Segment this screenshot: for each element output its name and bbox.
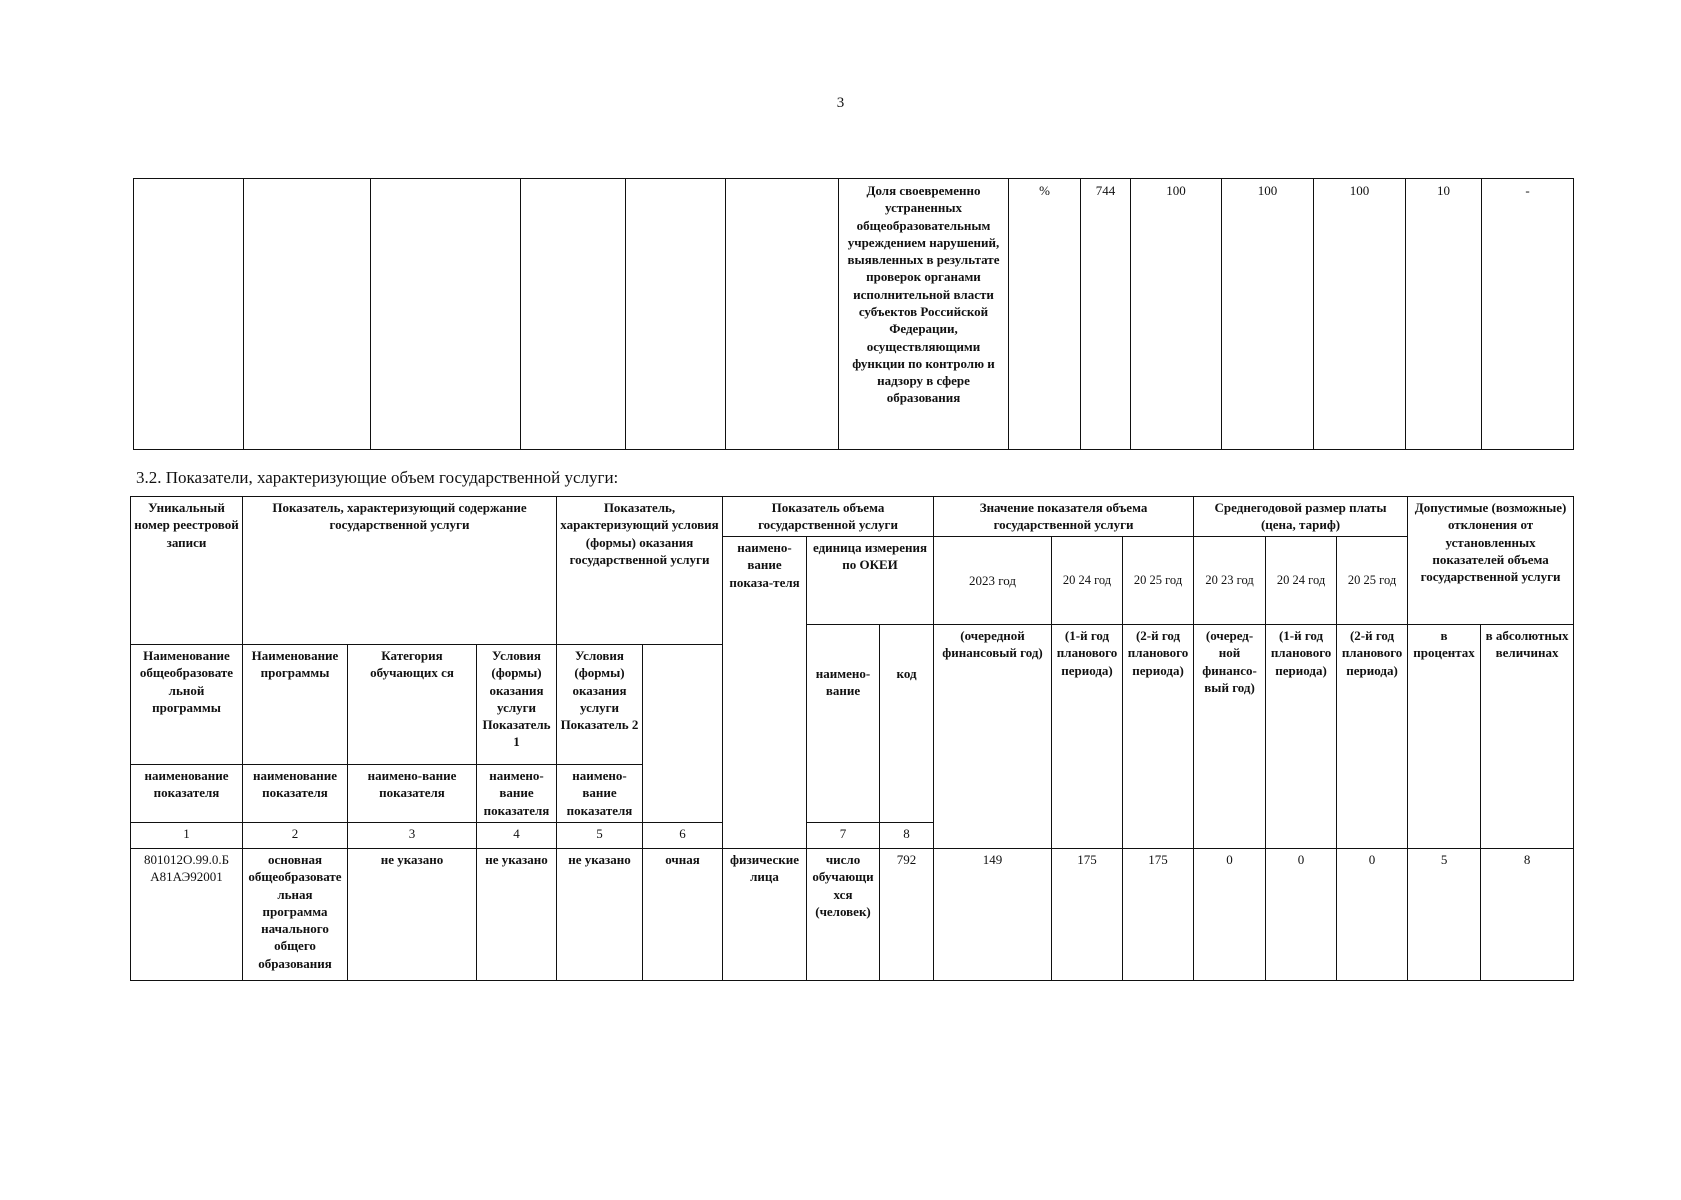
subheader-category: Категория обучающих ся	[348, 645, 477, 765]
row-indicator: физические лица	[723, 849, 807, 981]
row-unique-number: 801012О.99.0.Б А81АЭ92001	[131, 849, 243, 981]
indicator-name-2: наименование показателя	[243, 765, 348, 823]
row-unit-name: число обучающи хся (человек)	[807, 849, 880, 981]
header-average-fee: Среднегодовой размер платы (цена, тариф)	[1194, 497, 1408, 537]
row-deviation-percent: 5	[1408, 849, 1481, 981]
empty-cell	[134, 179, 244, 450]
empty-cell	[521, 179, 626, 450]
column-number: 4	[477, 823, 557, 849]
indicator-name-4: наимено-вание показателя	[477, 765, 557, 823]
row-value-2023: 149	[934, 849, 1052, 981]
row-condition-2: очная	[643, 849, 723, 981]
header-unique-number: Уникальный номер реестровой записи	[131, 497, 243, 645]
column-number: 7	[807, 823, 880, 849]
subheader-program: Наименование программы	[243, 645, 348, 765]
indicator-name-5: наимено-вание показателя	[557, 765, 643, 823]
header-allowed-deviation: Допустимые (возможные) отклонения от установленных показателей объема государственной услуги	[1408, 497, 1574, 625]
okei-code-cell: 744	[1081, 179, 1131, 450]
row-fee-2025: 0	[1337, 849, 1408, 981]
table-row	[131, 849, 1574, 981]
row-value-2024: 175	[1052, 849, 1123, 981]
indicator-description: Доля своевременно устраненных общеобразовательным учреждением нарушений, выявленных в результате проверок органами исполнительной власти субъектов Российской Федерации, осуществляющими функции по контролю и надзору в сфере образования	[839, 179, 1009, 450]
empty-cell	[626, 179, 726, 450]
header-unit-okei: единица измерения по ОКЕИ	[807, 537, 934, 625]
value-2025-cell: 100	[1314, 179, 1406, 450]
period-plan-1: (1-й год планового периода)	[1052, 625, 1123, 849]
column-number: 2	[243, 823, 348, 849]
period-plan-2-fee: (2-й год планового периода)	[1337, 625, 1408, 849]
period-plan-1-fee: (1-й год планового периода)	[1266, 625, 1337, 849]
period-current: (очередной финансовый год)	[934, 625, 1052, 849]
deviation-percent-header: в процентах	[1408, 625, 1481, 849]
row-unit-code: 792	[880, 849, 934, 981]
header-unit-code: код	[880, 625, 934, 823]
section-title: 3.2. Показатели, характеризующие объем государственной услуги:	[136, 468, 619, 487]
row-fee-2024: 0	[1266, 849, 1337, 981]
header-conditions-indicator: Показатель, характеризующий условия (формы) оказания государственной услуги	[557, 497, 723, 645]
deviation-percent-cell: 10	[1406, 179, 1482, 450]
header-year-2023: 2023 год	[934, 537, 1052, 625]
empty-cell	[726, 179, 839, 450]
header-unit-name: наимено-вание	[807, 625, 880, 823]
header-volume-indicator: Показатель объема государственной услуги	[723, 497, 934, 537]
column-number: 6	[643, 823, 723, 849]
unit-cell: %	[1009, 179, 1081, 450]
indicator-name-1: наименование показателя	[131, 765, 243, 823]
empty-cell	[244, 179, 371, 450]
empty-cell	[371, 179, 521, 450]
subheader-program-name: Наименование общеобразовате льной программы	[131, 645, 243, 765]
subheader-condition-2: Условия (формы) оказания услуги Показатель 2	[557, 645, 643, 765]
column-number: 8	[880, 823, 934, 849]
column-number: 1	[131, 823, 243, 849]
deviation-absolute-header: в абсолютных величинах	[1481, 625, 1574, 849]
row-value-2025: 175	[1123, 849, 1194, 981]
subheader-condition-1: Условия (формы) оказания услуги Показатель 1	[477, 645, 557, 765]
header-fee-year-2024: 20 24 год	[1266, 537, 1337, 625]
column-number: 3	[348, 823, 477, 849]
row-fee-2023: 0	[1194, 849, 1266, 981]
header-content-indicator: Показатель, характеризующий содержание государственной услуги	[243, 497, 557, 645]
row-condition-1: не указано	[557, 849, 643, 981]
header-fee-year-2023: 20 23 год	[1194, 537, 1266, 625]
header-indicator-name: наимено-вание показа-теля	[723, 537, 807, 849]
row-program: не указано	[348, 849, 477, 981]
header-fee-year-2025: 20 25 год	[1337, 537, 1408, 625]
period-current-fee: (очеред-ной финансо-вый год)	[1194, 625, 1266, 849]
header-year-2025: 20 25 год	[1123, 537, 1194, 625]
period-plan-2: (2-й год планового периода)	[1123, 625, 1194, 849]
row-deviation-absolute: 8	[1481, 849, 1574, 981]
page-number: 3	[836, 95, 845, 111]
header-year-2024: 20 24 год	[1052, 537, 1123, 625]
indicator-name-3: наимено-вание показателя	[348, 765, 477, 823]
header-volume-value: Значение показателя объема государственной услуги	[934, 497, 1194, 537]
value-2024-cell: 100	[1222, 179, 1314, 450]
column-number: 5	[557, 823, 643, 849]
quality-indicators-table	[133, 178, 1574, 450]
row-category: не указано	[477, 849, 557, 981]
value-2023-cell: 100	[1131, 179, 1222, 450]
deviation-absolute-cell: -	[1482, 179, 1574, 450]
volume-indicators-table	[130, 496, 1574, 981]
row-program-name: основная общеобразовате льная программа начального общего образования	[243, 849, 348, 981]
